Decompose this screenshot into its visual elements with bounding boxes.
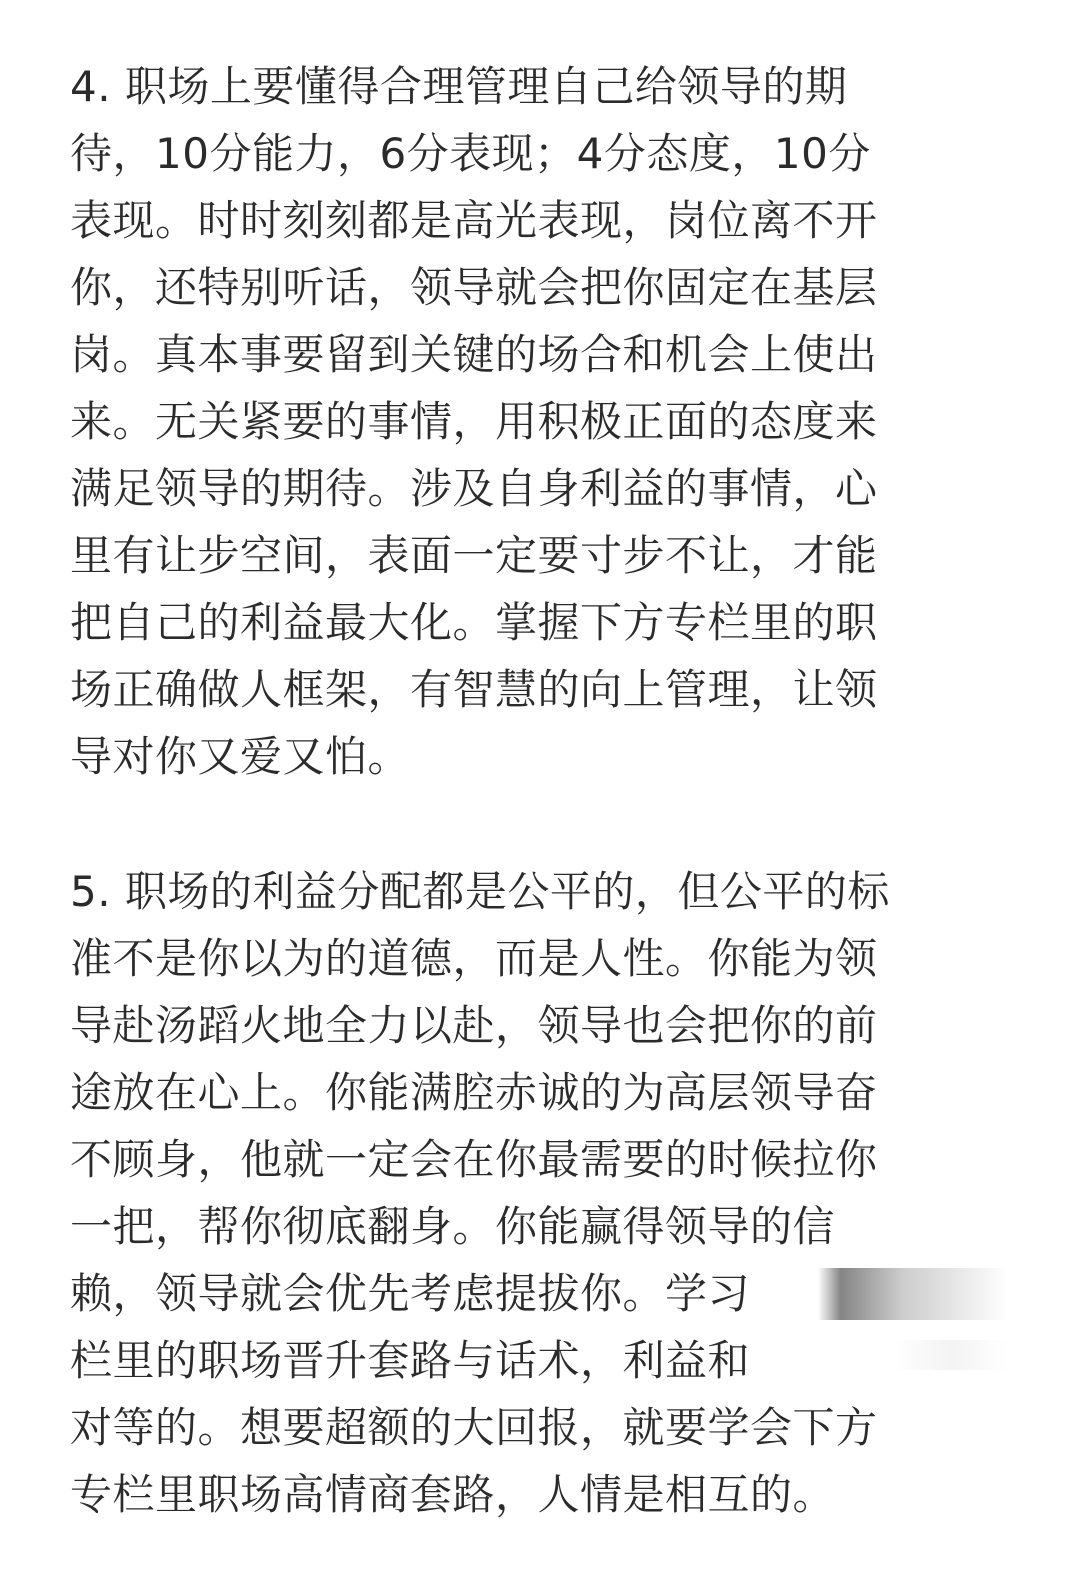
text-line: 导对你又爱又怕。 xyxy=(70,732,411,781)
text-line: 里有让步空间，表面一定要寸步不让，才能 xyxy=(70,531,878,580)
text-line: 场正确做人框架，有智慧的向上管理，让领 xyxy=(70,665,878,714)
text-line: 一把，帮你彻底翻身。你能赢得领导的信 xyxy=(70,1202,836,1251)
text-line: 途放在心上。你能满腔赤诚的为高层领导奋 xyxy=(70,1068,878,1117)
text-line: 满足领导的期待。涉及自身利益的事情，心 xyxy=(70,464,878,513)
text-line: 对等的。想要超额的大回报，就要学会下方 xyxy=(70,1403,878,1452)
text-line: 不顾身，他就一定会在你最需要的时候拉你 xyxy=(70,1135,878,1184)
text-line: 赖，领导就会优先考虑提拔你。学习 xyxy=(70,1269,751,1318)
text-line: 导赴汤蹈火地全力以赴，领导也会把你的前 xyxy=(70,1001,878,1050)
redaction-mask xyxy=(818,1268,1008,1320)
text-line: 专栏里职场高情商套路，人情是相互的。 xyxy=(70,1470,836,1519)
text-line: 栏里的职场晋升套路与话术，利益和 xyxy=(70,1336,751,1385)
text-line: 5. 职场的利益分配都是公平的，但公平的标 xyxy=(70,867,890,916)
text-line: 岗。真本事要留到关键的场合和机会上使出 xyxy=(70,330,878,379)
text-line: 把自己的利益最大化。掌握下方专栏里的职 xyxy=(70,598,878,647)
text-line: 4. 职场上要懂得合理管理自己给领导的期 xyxy=(70,62,848,111)
text-line: 来。无关紧要的事情，用积极正面的态度来 xyxy=(70,397,878,446)
text-line: 你，还特别听话，领导就会把你固定在基层 xyxy=(70,263,878,312)
text-line: 待，10分能力，6分表现；4分态度，10分 xyxy=(70,129,871,178)
redaction-mask xyxy=(818,1340,1008,1370)
text-line: 表现。时时刻刻都是高光表现，岗位离不开 xyxy=(70,196,878,245)
text-line: 准不是你以为的道德，而是人性。你能为领 xyxy=(70,934,878,983)
